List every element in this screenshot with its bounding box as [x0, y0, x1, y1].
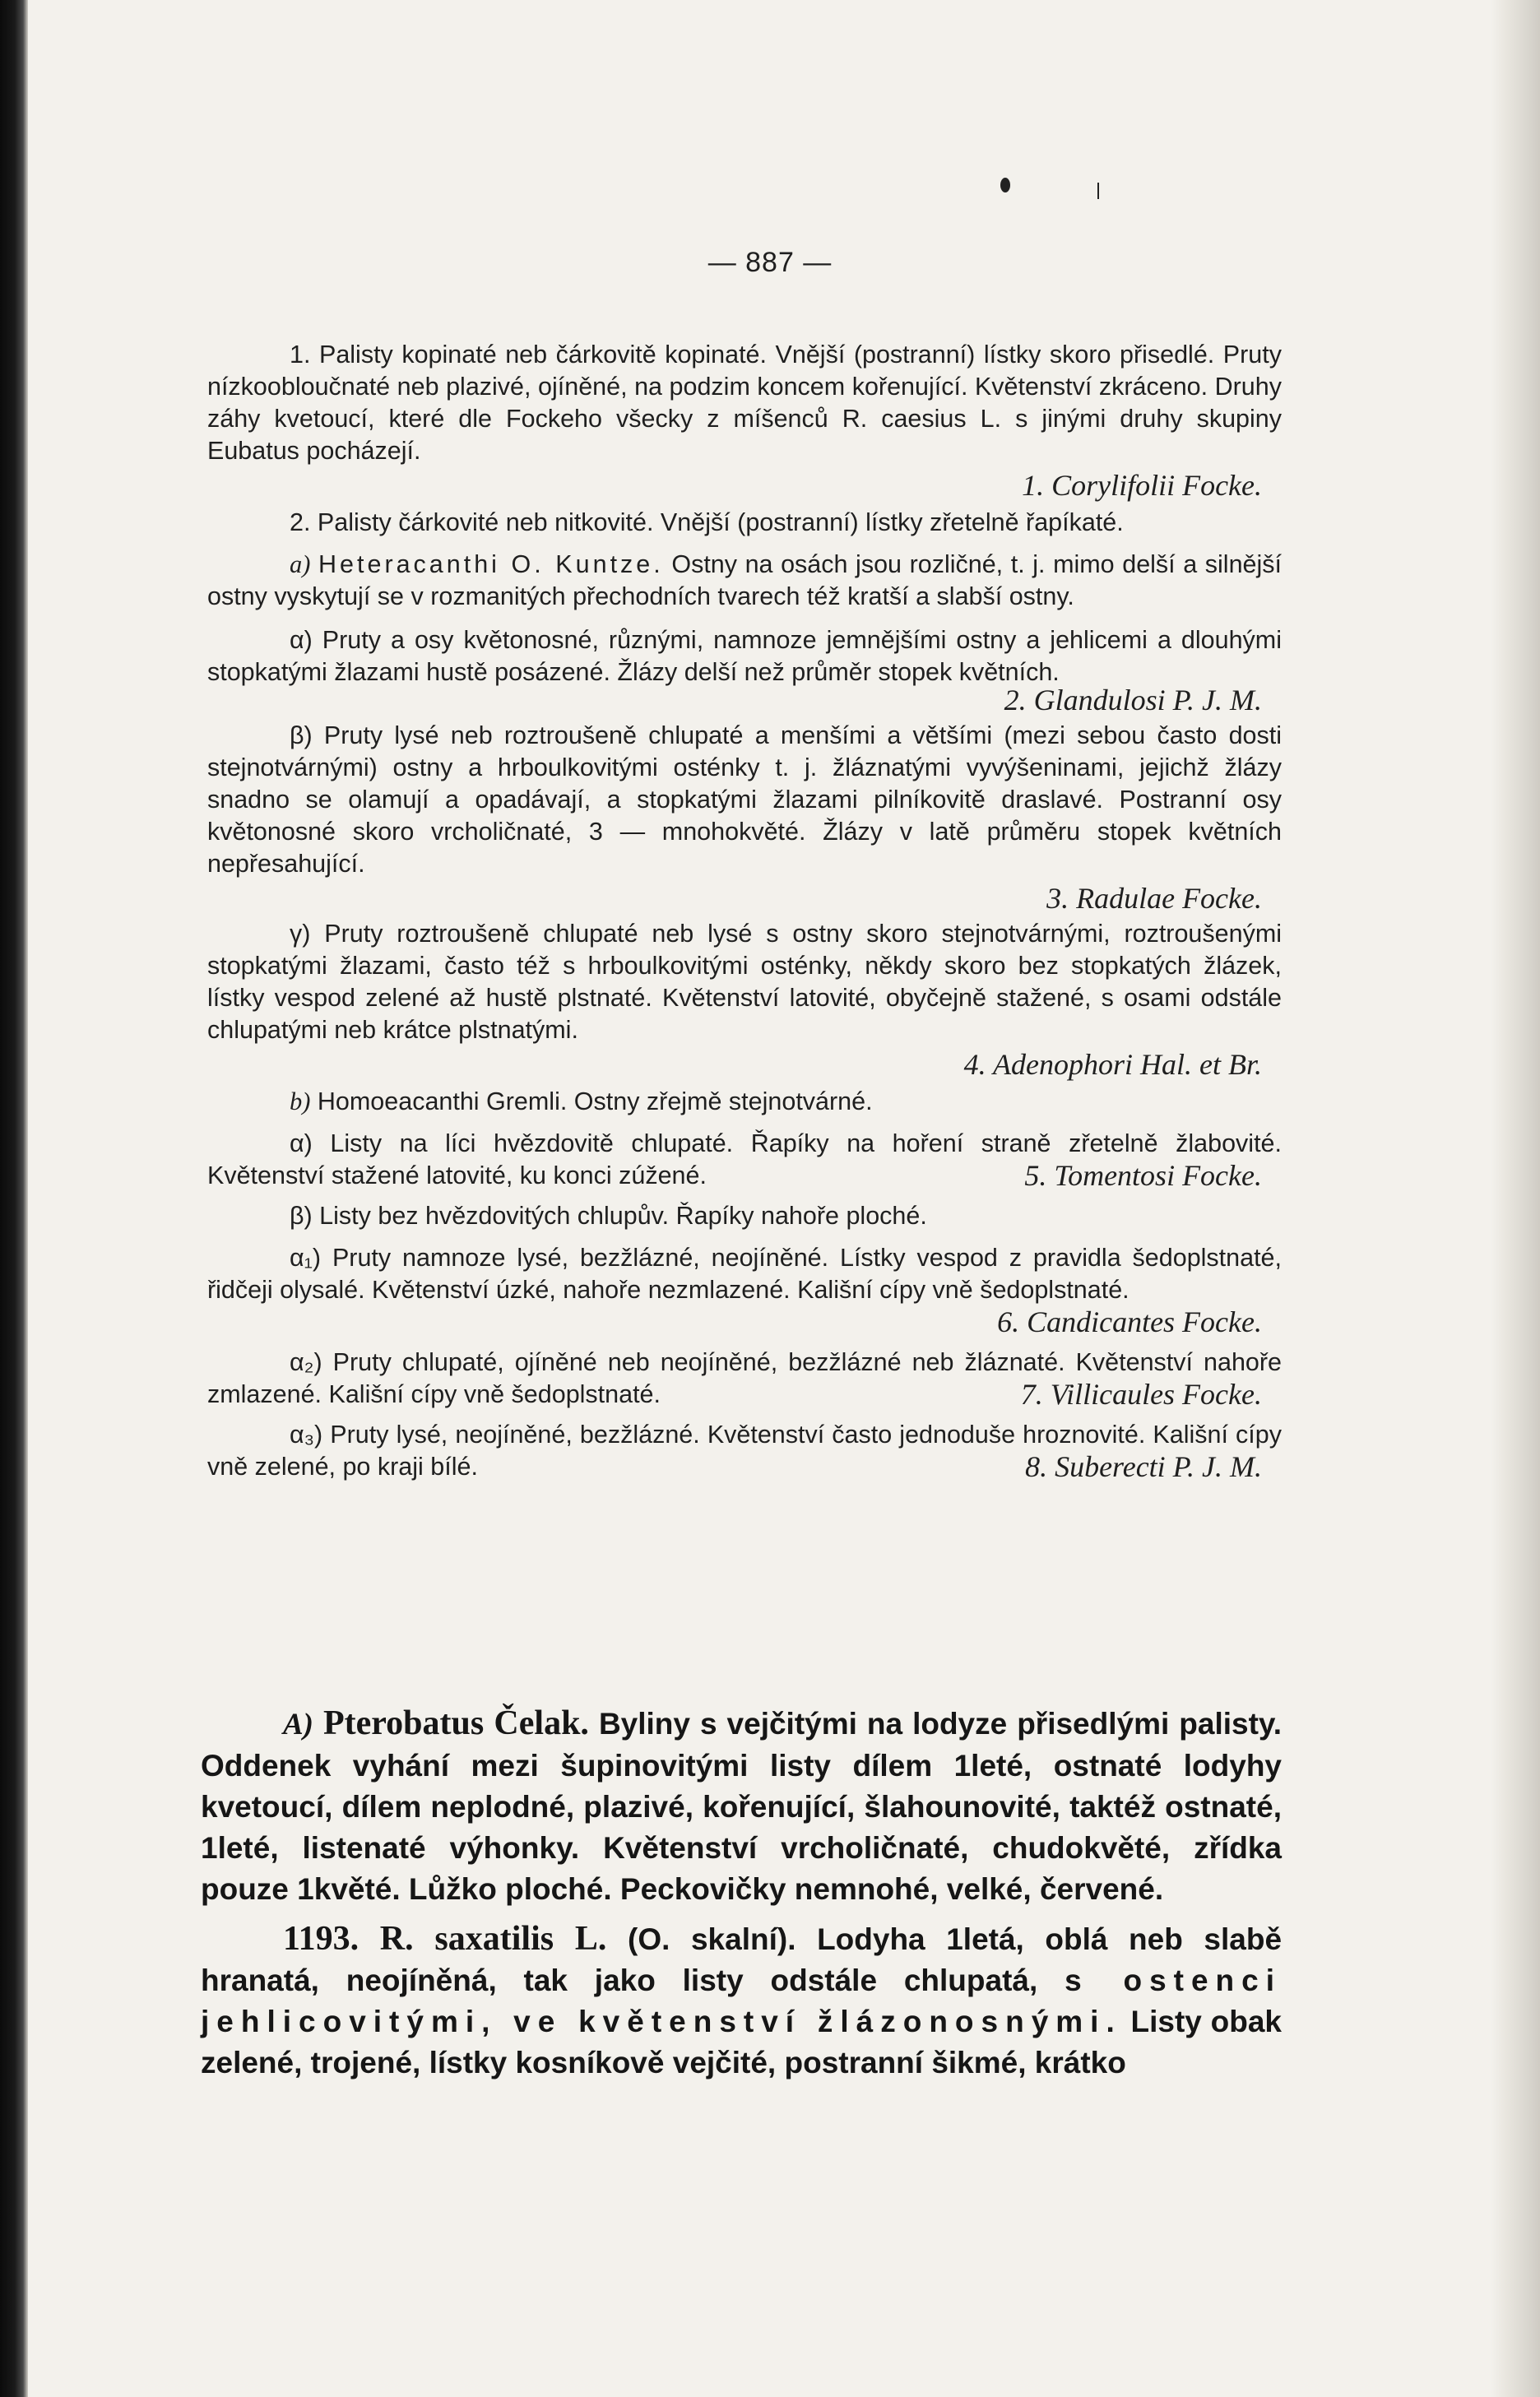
key-entry-alpha	[207, 624, 1282, 718]
taxon-name: 8. Suberecti P. J. M.	[1025, 1450, 1262, 1483]
key-entry-b	[207, 1086, 1282, 1118]
section-text: Byliny s vejčitými na lodyze přisedlými palisty. Oddenek vyhání mezi šupinovitými listy dílem 1leté, ostnaté lodyhy kvetoucí, dílem neplodné, plazivé, kořenující, šlahounovité, taktéž ostnaté, 1leté, listenaté výhonky. Květenství vrcholičnaté, chudokvěté, zřídka pouze 1květé. Lůžko ploché. Peckovičky nemnohé, velké, červené.	[201, 1707, 1283, 1906]
key-entry-b-alpha2	[207, 1347, 1282, 1411]
taxon-name: 1. Corylifolii Focke.	[1022, 469, 1262, 502]
taxon-name: 2. Glandulosi P. J. M.	[1004, 684, 1262, 716]
key-entry-1	[207, 339, 1282, 503]
species-text: Lodyha 1letá, oblá neb slabě hranatá, neojíněná, tak jako listy odstále chlupatá,	[201, 1922, 1283, 1997]
key-entry-text: Ostny na osách jsou rozličné, t. j. mimo delší a silnější ostny vyskytují se v rozmanitých přechodních tvarech též kratší a slabší ostny.	[207, 550, 1283, 610]
group-name: Heteracanthi O. Kuntze.	[318, 550, 664, 578]
key-entry-text: β) Pruty lysé neb roztroušeně chlupaté a menšími a většími (mezi sebou často dosti stejnotvárnými) ostny a hrboulkovitými osténky t. j. žláznatými vyvýšeninami, jejichž žlázy snadno se olamují a opadávají, a stopkatými žlazami pilníkovitě draslavé. Postranní osy květonosné skoro vrcholičnaté, 3 — mnohokvěté. Žlázy v latě průměru stopek květních nepřesahující.	[207, 721, 1282, 878]
key-entry-text: α₂) Pruty chlupaté, ojíněné neb neojíněné, bezžlázné neb žláznaté. Květenství nahoře zmlazené. Kališní cípy vně šedoplstnaté.	[207, 1348, 1282, 1408]
key-entry-gamma	[207, 918, 1282, 1083]
main-section	[201, 1703, 1282, 2092]
key-entry-2: 2. Palisty čárkovité neb nitkovité. Vnější (postranní) lístky zřetelně řapíkaté.	[290, 508, 1124, 536]
key-entry-a	[207, 549, 1282, 613]
page-number: — 887 —	[707, 247, 833, 278]
key-entry-text: 1. Palisty kopinaté neb čárkovitě kopinaté. Vnější (postranní) lístky skoro přisedlé. Pruty nízkoobloučnaté neb plazivé, ojíněné, na podzim koncem kořenující. Květenství zkráceno. Druhy záhy kvetoucí, které dle Fockeho všecky z míšenců R. caesius L. s jinými druhy skupiny Eubatus pocházejí.	[207, 341, 1282, 465]
taxon-name: 5. Tomentosi Focke.	[1024, 1159, 1262, 1192]
scan-speck	[1097, 183, 1099, 199]
key-entry-text: α₁) Pruty namnoze lysé, bezžlázné, neojíněné. Lístky vespod z pravidla šedoplstnaté, řidčeji olysalé. Květenství úzké, nahoře nezmlazené. Kališní cípy vně šedoplstnaté.	[207, 1244, 1282, 1304]
section-label: A)	[283, 1708, 313, 1741]
scan-speck	[1000, 178, 1010, 192]
key-entry-text: α₃) Pruty lysé, neojíněné, bezžlázné. Květenství často jednoduše hroznovité. Kališní cípy vně zelené, po kraji bílé.	[207, 1421, 1282, 1481]
scan-right-edge	[1491, 0, 1540, 2397]
key-entry-b-alpha1	[207, 1242, 1282, 1338]
key-label: a)	[290, 550, 311, 578]
key-label: b)	[290, 1087, 311, 1115]
key-entry-text: α) Pruty a osy květonosné, různými, namnoze jemnějšími ostny a jehlicemi a dlouhými stopkatými žlazami hustě posázené. Žlázy delší než průměr stopek květních.	[207, 626, 1282, 686]
key-entry-b-beta: β) Listy bez hvězdovitých chlupův. Řapíky nahoře ploché.	[290, 1202, 927, 1230]
taxon-name: 6. Candicantes Focke.	[997, 1305, 1262, 1338]
key-entry-b-alpha3	[207, 1419, 1282, 1483]
species-number: 1193.	[283, 1920, 359, 1958]
species-name: R. saxatilis L.	[379, 1920, 607, 1958]
species-text-continued: Listy obak zelené, trojené, lístky kosníkově vejčité, postranní šikmé, krátko	[201, 2005, 1282, 2079]
taxon-name: 4. Adenophori Hal. et Br.	[963, 1048, 1262, 1081]
key-section	[207, 339, 1282, 1483]
key-entry-text: α) Listy na líci hvězdovitě chlupaté. Řapíky na hoření straně zřetelně žlabovité. Květenství stažené latovité, ku konci zúžené.	[207, 1129, 1282, 1189]
key-entry-text: γ) Pruty roztroušeně chlupaté neb lysé s ostny skoro stejnotvárnými, roztroušenými stopkatými žlazami, často též s hrboulkovitými osténky, někdy skoro bez stopkatých žlázek, lístky vespod zelené až hustě plstnaté. Květenství latovité, obyčejně stažené, s osami odstále chlupatými neb krátce plstnatými.	[207, 920, 1282, 1044]
species-common-name: (O. skalní).	[628, 1922, 796, 1956]
section-pterobatus	[201, 1703, 1282, 1910]
taxon-name: 3. Radulae Focke.	[1046, 882, 1262, 915]
species-entry	[201, 1918, 1282, 2084]
taxon-name: 7. Villicaules Focke.	[1020, 1378, 1262, 1411]
key-entry-text: Homoeacanthi Gremli. Ostny zřejmě stejnotvárné.	[317, 1087, 873, 1115]
species-emphasis: s ostenci jehlicovitými, ve květenství žlázonosnými.	[201, 1964, 1282, 2038]
key-entry-beta	[207, 720, 1282, 916]
key-entry-b-alpha	[207, 1128, 1282, 1192]
scan-left-edge	[0, 0, 28, 2397]
section-title: Pterobatus Čelak.	[323, 1704, 589, 1742]
